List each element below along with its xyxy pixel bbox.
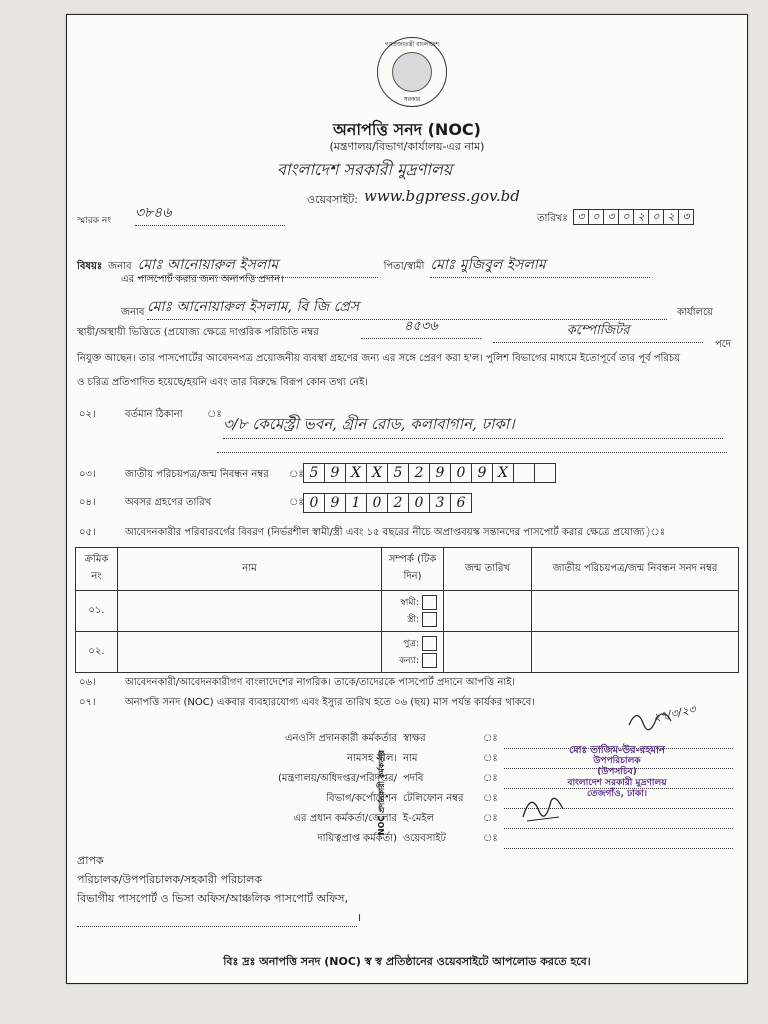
- date-digit-box[interactable]: ০: [648, 209, 663, 225]
- signatory-line: দায়িত্বপ্রাপ্ত কর্মকর্তা): [317, 833, 397, 844]
- father-label: পিতা/স্বামী: [383, 261, 425, 272]
- row-serial: ০২.: [76, 632, 118, 673]
- field-website-value[interactable]: [504, 829, 733, 849]
- nid-digit-box[interactable]: 2: [408, 463, 429, 483]
- date-digit-box[interactable]: ২: [663, 209, 678, 225]
- header-serial: ক্রমিক নং: [76, 548, 118, 591]
- retire-digit-box[interactable]: 1: [345, 493, 366, 513]
- item-03-number: ০৩।: [79, 469, 96, 480]
- nid-digit-box[interactable]: 0: [450, 463, 471, 483]
- husband-checkbox[interactable]: [422, 595, 437, 610]
- address-value: ৩/৮ কেমেস্ট্রী ভবন, গ্রীন রোড, কলাবাগান, ঢাকা।: [223, 413, 723, 439]
- date-digit-box[interactable]: ০: [618, 209, 633, 225]
- row-birthdate[interactable]: [444, 632, 532, 673]
- field-phone-label: টেলিফোন নম্বর: [403, 793, 464, 804]
- noc-form-page: [66, 14, 748, 984]
- retire-digit-box[interactable]: 9: [324, 493, 345, 513]
- nid-digit-box[interactable]: 5: [387, 463, 408, 483]
- subject-name: মোঃ আনোয়ারুল ইসলাম: [138, 253, 378, 278]
- header-name: নাম: [118, 548, 382, 591]
- row-name[interactable]: [118, 632, 382, 673]
- field-colon: ঃ: [483, 753, 498, 764]
- stamp-line: তেজগাঁও, ঢাকা।: [587, 789, 647, 799]
- signatory-line: নামসহ সীল।: [347, 753, 397, 764]
- address-line2: [217, 451, 727, 453]
- nid-boxes: [303, 463, 556, 483]
- body-para2: ও চরিত্র প্রতিপাদিত হয়েছে/হয়নি এবং তার বিরুদ্ধে বিরূপ কোন তথ্য নেই।: [77, 377, 368, 388]
- retire-digit-box[interactable]: 2: [387, 493, 408, 513]
- body-line2: স্থায়ী/অস্থায়ী ভিত্তিতে (প্রযোজ্য ক্ষেত্রে দাপ্তরিক পরিচিতি নম্বর: [77, 327, 319, 338]
- field-signature-label: স্বাক্ষর: [403, 733, 426, 744]
- field-website-label: ওয়েবসাইট: [403, 833, 446, 844]
- recipient-line3[interactable]: [77, 912, 357, 927]
- declaration-06: আবেদনকারী/আবেদনকারীগণ বাংলাদেশের নাগরিক। তাকে/তাদেরকে পাসপোর্ট প্রদানে আপত্তি নাই।: [125, 677, 516, 688]
- date-label: তারিখঃ: [537, 213, 568, 224]
- date-boxes: [573, 209, 694, 225]
- form-title: অনাপত্তি সনদ (NOC): [333, 120, 481, 139]
- stamp-line: (উপসচিব): [597, 767, 637, 777]
- office-name: বাংলাদেশ সরকারী মুদ্রণালয়: [277, 160, 453, 179]
- daughter-checkbox[interactable]: [422, 653, 437, 668]
- subject-label: বিষয়ঃ: [77, 261, 103, 272]
- field-email-label: ই-মেইল: [403, 813, 435, 824]
- date-digit-box[interactable]: ৩: [603, 209, 618, 225]
- website-value: www.bgpress.gov.bd: [364, 187, 520, 205]
- item-06-number: ০৬।: [79, 677, 96, 688]
- recipient-label: প্রাপক: [77, 854, 104, 867]
- signature-icon: [627, 705, 687, 733]
- field-colon: ঃ: [483, 773, 498, 784]
- footer-note: বিঃ দ্রঃ অনাপত্তি সনদ (NOC) স্ব স্ব প্রতিষ্ঠানের ওয়েবসাইটে আপলোড করতে হবে।: [223, 955, 591, 968]
- father-name: মোঃ মুজিবুল ইসলাম: [430, 253, 650, 278]
- nid-digit-box[interactable]: 9: [324, 463, 345, 483]
- nid-digit-box[interactable]: X: [366, 463, 387, 483]
- signatory-line: এর প্রধান কর্মকর্তা/জেলার: [293, 813, 397, 824]
- relation-husband-label: স্বামী:: [400, 598, 419, 608]
- stamp-line: উপপরিচালক: [593, 756, 641, 766]
- official-stamp: [547, 745, 687, 800]
- recipient-line2: বিভাগীয় পাসপোর্ট ও ভিসা অফিস/আঞ্চলিক পাসপোর্ট অফিস,: [77, 892, 348, 905]
- son-checkbox[interactable]: [422, 636, 437, 651]
- subject-line2: এর পাসপোর্ট করার জন্য অনাপত্তি প্রদান।: [121, 274, 284, 285]
- row-nid[interactable]: [532, 632, 739, 673]
- date-digit-box[interactable]: ০: [588, 209, 603, 225]
- header-nid: জাতীয় পরিচয়পত্র/জন্ম নিবন্ধন সনদ নম্বর: [532, 548, 739, 591]
- row-serial: ০১.: [76, 591, 118, 632]
- signature-date: ২৭/৩/২৩: [651, 702, 697, 725]
- nid-label: জাতীয় পরিচয়পত্র/জন্ম নিবন্ধন নম্বর: [125, 469, 269, 480]
- relation-son-label: পুত্র:: [403, 639, 419, 649]
- nid-digit-box[interactable]: 5: [303, 463, 324, 483]
- item-07-number: ০৭।: [79, 697, 96, 708]
- signatory-left: [217, 729, 397, 849]
- family-label: আবেদনকারীর পরিবারবর্গের বিবরণ (নির্ভরশীল স্বামী/স্ত্রী এবং ১৫ বছরের নীচে অপ্রাপ্তবয়স্ক সন্তানদের পাসপোর্ট করার ক্ষেত্রে প্রযোজ্য)ঃ: [125, 527, 666, 538]
- form-subtitle: (মন্ত্রণালয়/বিভাগ/কার্যালয়-এর নাম): [329, 140, 485, 153]
- memo-number: ৩৮৪৬: [135, 201, 285, 226]
- website-label: ওয়েবসাইট:: [307, 193, 358, 206]
- retire-colon: ঃ: [289, 497, 304, 508]
- field-designation-label: পদবি: [403, 773, 424, 784]
- family-table: [75, 547, 739, 673]
- header-birthdate: জন্ম তারিখ: [444, 548, 532, 591]
- subject-mr-label: জনাব: [108, 261, 132, 272]
- row-nid[interactable]: [532, 591, 739, 632]
- stamp-line: বাংলাদেশ সরকারী মুদ্রণালয়: [567, 778, 667, 788]
- post-name: কম্পোজিটর: [493, 321, 703, 343]
- wife-checkbox[interactable]: [422, 612, 437, 627]
- body-name: মোঃ আনোয়ারুল ইসলাম, বি জি প্রেস: [147, 295, 667, 320]
- office-suffix: কার্যালয়ে: [677, 307, 713, 318]
- nid-digit-box[interactable]: [513, 463, 534, 483]
- nid-digit-box[interactable]: 9: [429, 463, 450, 483]
- date-digit-box[interactable]: ৩: [678, 209, 694, 225]
- declaration-07: অনাপত্তি সনদ (NOC) একবার ব্যবহারযোগ্য এবং ইস্যুর তারিখ হতে ০৬ (ছয়) মাস পর্যন্ত কার্যকর থাকবে।: [125, 697, 535, 708]
- row-relation: [382, 632, 444, 673]
- row-relation: [382, 591, 444, 632]
- date-digit-box[interactable]: ২: [633, 209, 648, 225]
- item-05-number: ০৫।: [79, 527, 96, 538]
- signatory-line: (মন্ত্রণালয়/অধিদপ্তর/পরিদপ্তর/: [277, 773, 397, 784]
- retire-digit-box[interactable]: 0: [366, 493, 387, 513]
- date-digit-box[interactable]: ৩: [573, 209, 588, 225]
- item-02-number: ০২।: [79, 409, 96, 420]
- nid-colon: ঃ: [289, 469, 304, 480]
- retire-digit-box[interactable]: 6: [450, 493, 472, 513]
- vertical-label: [371, 727, 395, 857]
- address-colon: ঃ: [207, 409, 222, 420]
- post-suffix: পদে: [715, 339, 732, 350]
- retire-digit-box[interactable]: 3: [429, 493, 450, 513]
- table-row: [76, 632, 739, 673]
- header-relation: সম্পর্ক (টিক দিন): [382, 548, 444, 591]
- table-row: [76, 591, 739, 632]
- retire-digit-box[interactable]: 0: [303, 493, 324, 513]
- government-seal-icon: গণপ্রজাতন্ত্রী বাংলাদেশ সরকার: [377, 37, 447, 107]
- address-label: বর্তমান ঠিকানা: [125, 409, 183, 420]
- field-colon: ঃ: [483, 813, 498, 824]
- recipient-line1: পরিচালক/উপপরিচালক/সহকারী পরিচালক: [77, 873, 263, 886]
- recipient-line3-suffix: ।: [357, 911, 362, 924]
- relation-wife-label: স্ত্রী:: [407, 615, 419, 625]
- nid-digit-box[interactable]: X: [345, 463, 366, 483]
- signatory-line: বিভাগ/কর্পোরেশন: [326, 793, 397, 804]
- website-row: [307, 187, 520, 210]
- retire-boxes: [303, 493, 472, 513]
- field-colon: ঃ: [483, 833, 498, 844]
- field-name-label: নাম: [403, 753, 418, 764]
- relation-daughter-label: কন্যা:: [399, 656, 419, 666]
- stamp-line: মোঃ তাজিম-উর-রহমান: [569, 745, 665, 756]
- retire-digit-box[interactable]: 0: [408, 493, 429, 513]
- retire-label: অবসর গ্রহণের তারিখ: [125, 497, 212, 508]
- nid-digit-box[interactable]: [534, 463, 556, 483]
- memo-label: স্মারক নং: [77, 216, 112, 226]
- nid-digit-box[interactable]: X: [492, 463, 513, 483]
- body-para1: নিযুক্ত আছেন। তার পাসপোর্টের আবেদনপত্র প্রয়োজনীয় ব্যবস্থা গ্রহণের জন্য এর সঙ্গে প্রেরণ করা হ'ল। পুলিশ বিভাগের মাধ্যমে ইতোপূর্বে তার পূর্ব পরিচয়: [77, 353, 681, 364]
- nid-digit-box[interactable]: 9: [471, 463, 492, 483]
- family-table-header: [76, 548, 739, 591]
- row-birthdate[interactable]: [444, 591, 532, 632]
- item-04-number: ০৪।: [79, 497, 96, 508]
- row-name[interactable]: [118, 591, 382, 632]
- office-id: ৪৫৩৬: [361, 317, 481, 339]
- vertical-label-text: NOC প্রদানকারী কর্মকর্তার: [377, 749, 387, 835]
- signatory-line: এনওসি প্রদানকারী কর্মকর্তার: [284, 733, 397, 744]
- field-colon: ঃ: [483, 733, 498, 744]
- field-colon: ঃ: [483, 793, 498, 804]
- body-mr-label: জনাব: [121, 307, 145, 318]
- recipient-block: [77, 851, 361, 927]
